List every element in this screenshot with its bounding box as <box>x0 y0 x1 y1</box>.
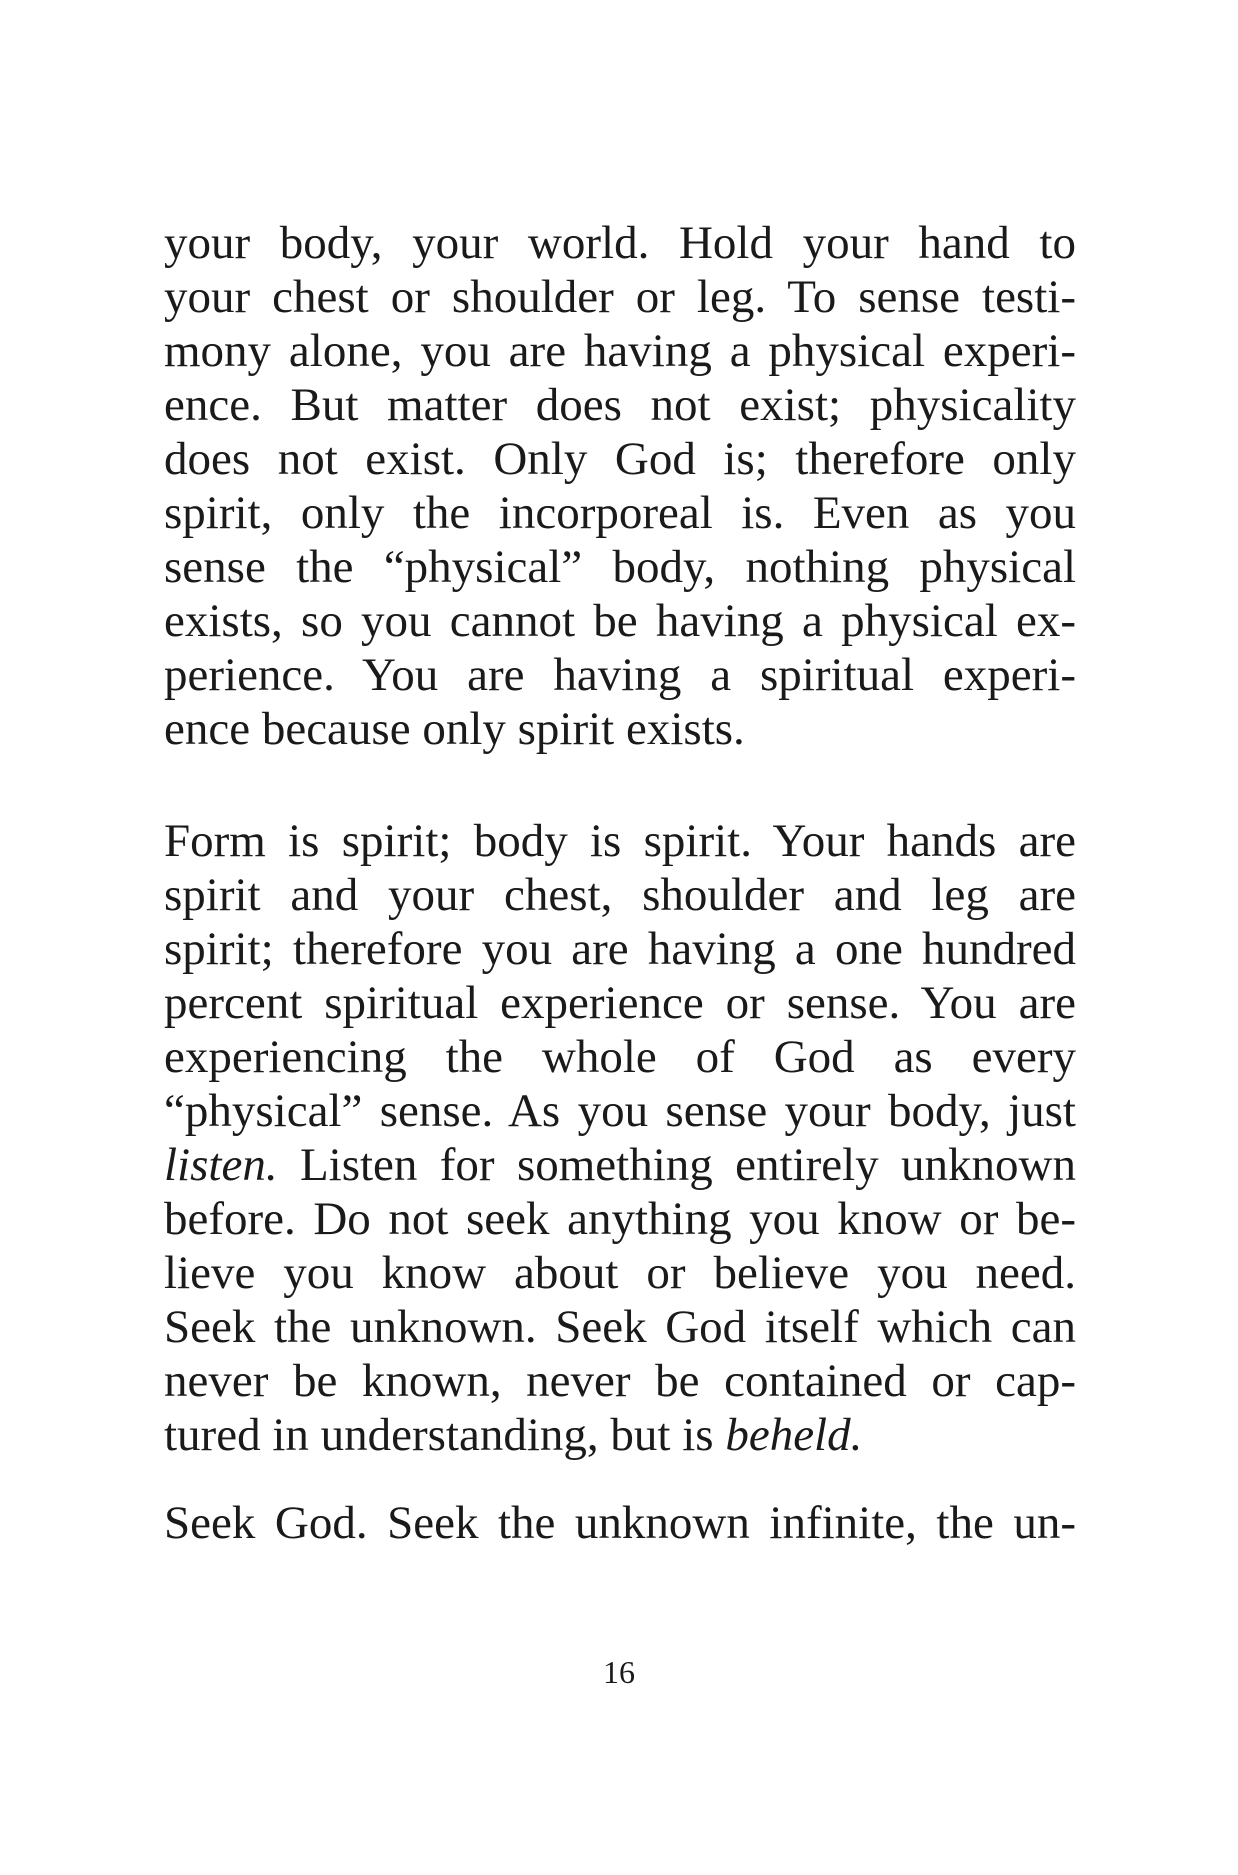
text-segment: Listen for something entirely unknown <box>277 1139 1076 1191</box>
text-line: spirit and your chest, shoulder and leg are <box>164 869 1076 921</box>
text-line <box>164 1138 1076 1192</box>
paragraph-3 <box>164 1496 1076 1550</box>
text-line: “physical” sense. As you sense your body, just <box>164 1085 1076 1137</box>
text-segment: tured in understanding, but is <box>164 1409 726 1461</box>
text-line: Seek God. Seek the unknown infinite, the un- <box>164 1497 1076 1549</box>
text-line: spirit, only the incorporeal is. Even as you <box>164 487 1076 539</box>
text-line: Form is spirit; body is spirit. Your hands are <box>164 815 1076 867</box>
text-line: exists, so you cannot be having a physical ex- <box>164 595 1076 647</box>
text-line: your body, your world. Hold your hand to <box>164 217 1076 269</box>
text-line: experiencing the whole of God as every <box>164 1031 1076 1083</box>
page-number: 16 <box>603 1654 635 1690</box>
text-line: Seek the unknown. Seek God itself which can <box>164 1301 1076 1353</box>
text-line: never be known, never be contained or cap- <box>164 1355 1076 1407</box>
text-line: percent spiritual experience or sense. You are <box>164 977 1076 1029</box>
text-line <box>164 1408 1076 1462</box>
paragraph-1 <box>164 216 1076 756</box>
italic-text: listen. <box>164 1139 278 1191</box>
text-line: your chest or shoulder or leg. To sense testi- <box>164 271 1076 323</box>
paragraph-2 <box>164 814 1076 1462</box>
text-line: lieve you know about or believe you need. <box>164 1247 1076 1299</box>
text-line: spirit; therefore you are having a one hundred <box>164 923 1076 975</box>
text-line: mony alone, you are having a physical experi- <box>164 325 1076 377</box>
text-line: ence. But matter does not exist; physicality <box>164 379 1076 431</box>
italic-text: beheld. <box>725 1409 863 1461</box>
text-line: does not exist. Only God is; therefore only <box>164 433 1076 485</box>
text-line: perience. You are having a spiritual experi- <box>164 649 1076 701</box>
text-line: before. Do not seek anything you know or be- <box>164 1193 1076 1245</box>
text-line: ence because only spirit exists. <box>164 703 745 755</box>
text-line: sense the “physical” body, nothing physical <box>164 541 1076 593</box>
